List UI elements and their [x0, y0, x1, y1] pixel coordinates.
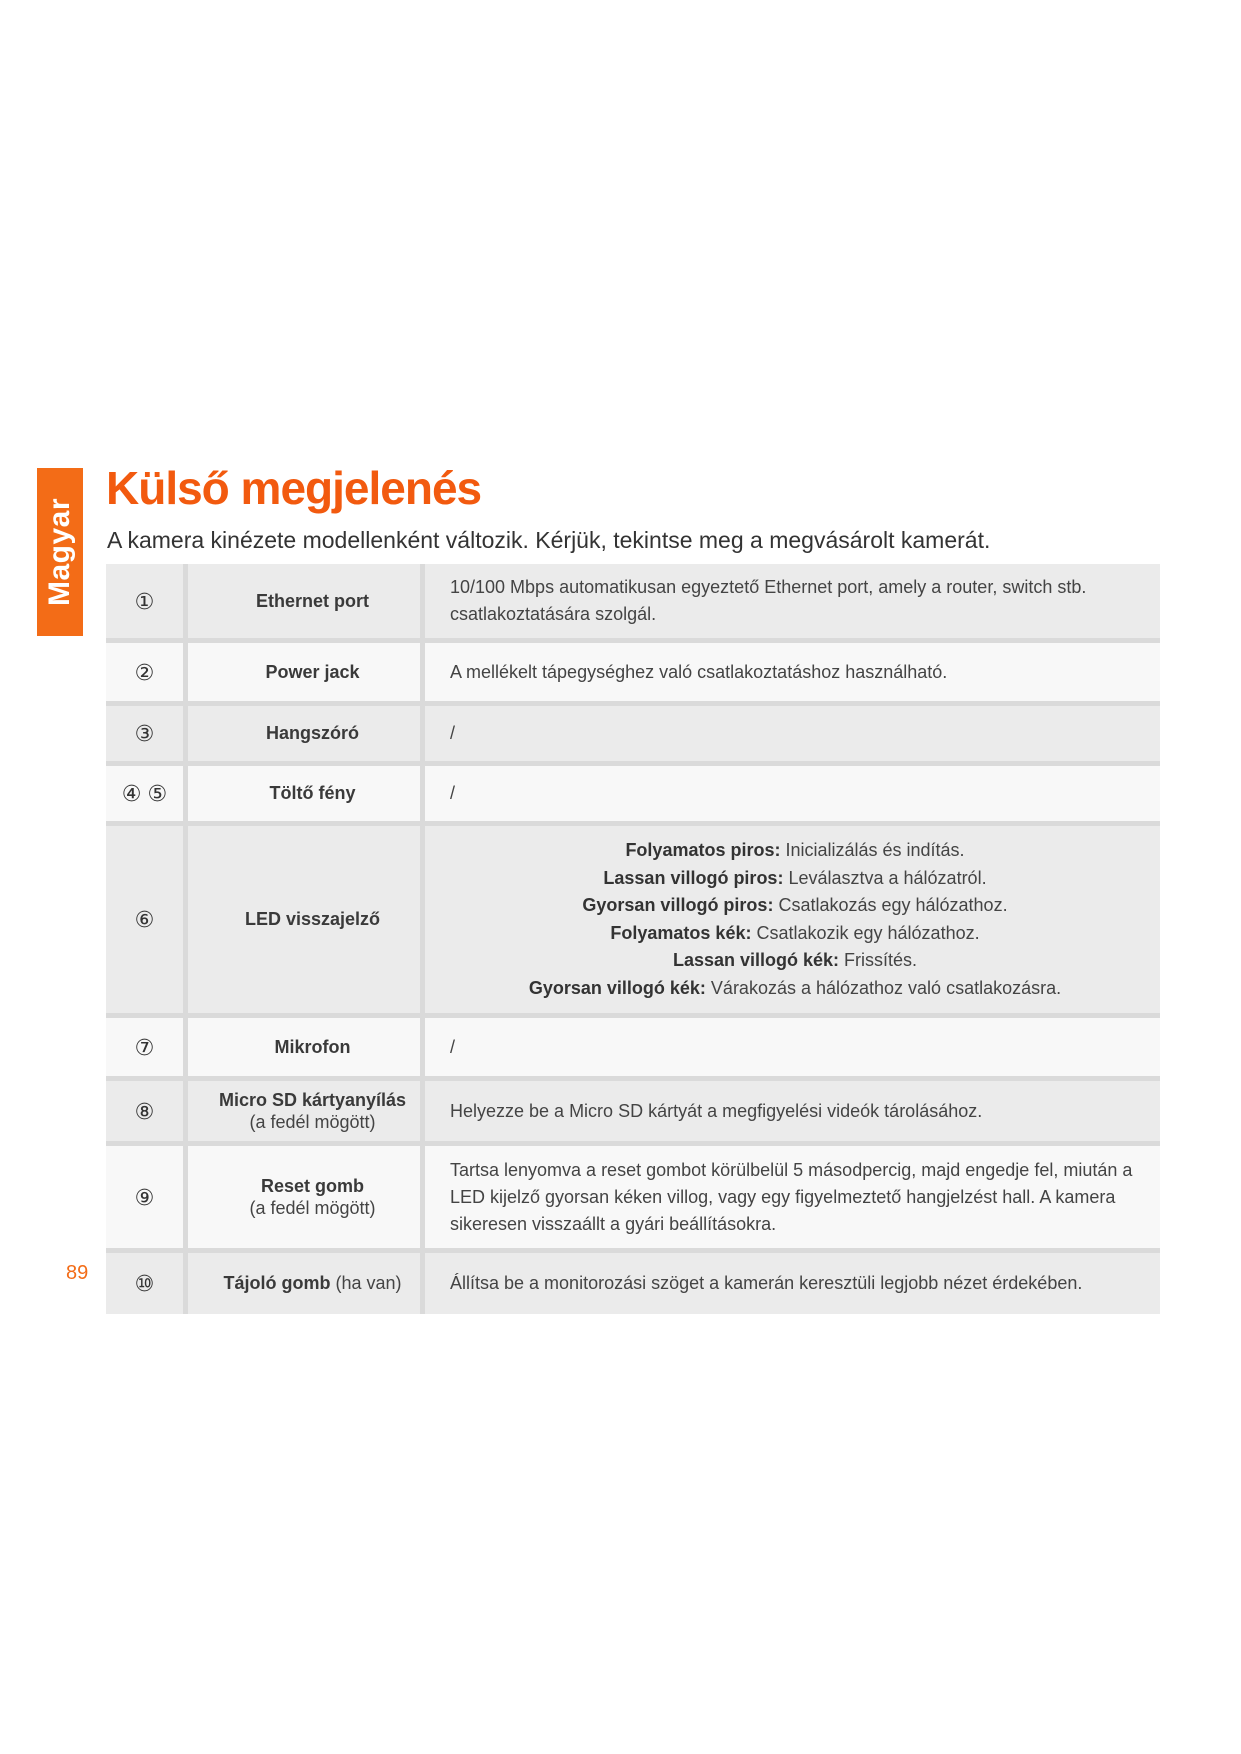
part-name: [188, 1146, 420, 1248]
part-description: /: [425, 706, 1160, 761]
led-status-list: [425, 826, 1160, 1013]
page-number: 89: [66, 1262, 89, 1284]
row-number: ⑨: [106, 1146, 183, 1248]
part-name-label: Reset gomb: [260, 1176, 365, 1196]
part-name-label: Hangszóró: [265, 723, 359, 743]
page-title: Külső megjelenés: [106, 462, 482, 514]
part-name: [188, 766, 420, 821]
row-number: ②: [106, 643, 183, 701]
row-number: ③: [106, 706, 183, 761]
part-description: /: [425, 766, 1160, 821]
part-description: /: [425, 1018, 1160, 1076]
part-name: [188, 1018, 420, 1076]
parts-table: [106, 564, 1160, 1314]
part-name-label: Micro SD kártyanyílás: [218, 1090, 407, 1110]
part-description: 10/100 Mbps automatikusan egyeztető Ethernet port, amely a router, switch stb. csatlakoztatására szolgál.: [425, 564, 1160, 638]
row-number: ①: [106, 564, 183, 638]
part-name-label: LED visszajelző: [244, 909, 381, 929]
part-name: [188, 564, 420, 638]
part-description: Állítsa be a monitorozási szöget a kamerán keresztüli legjobb nézet érdekében.: [425, 1253, 1160, 1314]
part-description: Tartsa lenyomva a reset gombot körülbelül 5 másodpercig, majd engedje fel, miután a LED kijelző gyorsan kéken villog, vagy egy figyelmeztető hangjelzést hall. A kamera sikeresen visszaállt a gyári beállításokra.: [425, 1146, 1160, 1248]
part-name-note: (a fedél mögött): [249, 1198, 376, 1218]
part-name-label: Mikrofon: [274, 1036, 351, 1057]
led-status-item: Folyamatos kék: Csatlakozik egy hálózathoz.: [610, 922, 980, 943]
part-name: [188, 643, 420, 701]
part-name-note: (a fedél mögött): [249, 1112, 376, 1132]
row-number: ⑥: [106, 826, 183, 1013]
led-status-item: Lassan villogó kék: Frissítés.: [672, 950, 918, 970]
row-number: ⑧: [106, 1081, 183, 1141]
part-name: [188, 826, 420, 1013]
part-description: A mellékelt tápegységhez való csatlakoztatáshoz használható.: [425, 643, 1160, 701]
part-name-label: Tájoló gomb: [223, 1273, 331, 1293]
row-number: ④ ⑤: [106, 766, 183, 821]
led-status-item: Lassan villogó piros: Leválasztva a hálózatról.: [603, 867, 987, 888]
led-status-item: Gyorsan villogó piros: Csatlakozás egy hálózathoz.: [582, 895, 1008, 915]
row-number: ⑦: [106, 1018, 183, 1076]
part-name: [188, 1253, 420, 1314]
part-name: [188, 1081, 420, 1141]
page-subtitle: A kamera kinézete modellenként változik. Kérjük, tekintse meg a megvásárolt kamerát.: [107, 527, 991, 553]
row-number: ⑩: [106, 1253, 183, 1314]
part-name-label: Töltő fény: [269, 783, 356, 803]
language-tab-label: Magyar: [43, 497, 77, 607]
part-name-label: Ethernet port: [255, 590, 369, 611]
led-status-item: Gyorsan villogó kék: Várakozás a hálózathoz való csatlakozásra.: [528, 977, 1062, 998]
led-status-item: Folyamatos piros: Inicializálás és indítás.: [625, 840, 965, 860]
language-tab: [37, 468, 83, 636]
part-name: [188, 706, 420, 761]
part-name-label: Power jack: [265, 661, 360, 682]
part-name-suffix: (ha van): [330, 1273, 402, 1293]
part-description: Helyezze be a Micro SD kártyát a megfigyelési videók tárolásához.: [425, 1081, 1160, 1141]
